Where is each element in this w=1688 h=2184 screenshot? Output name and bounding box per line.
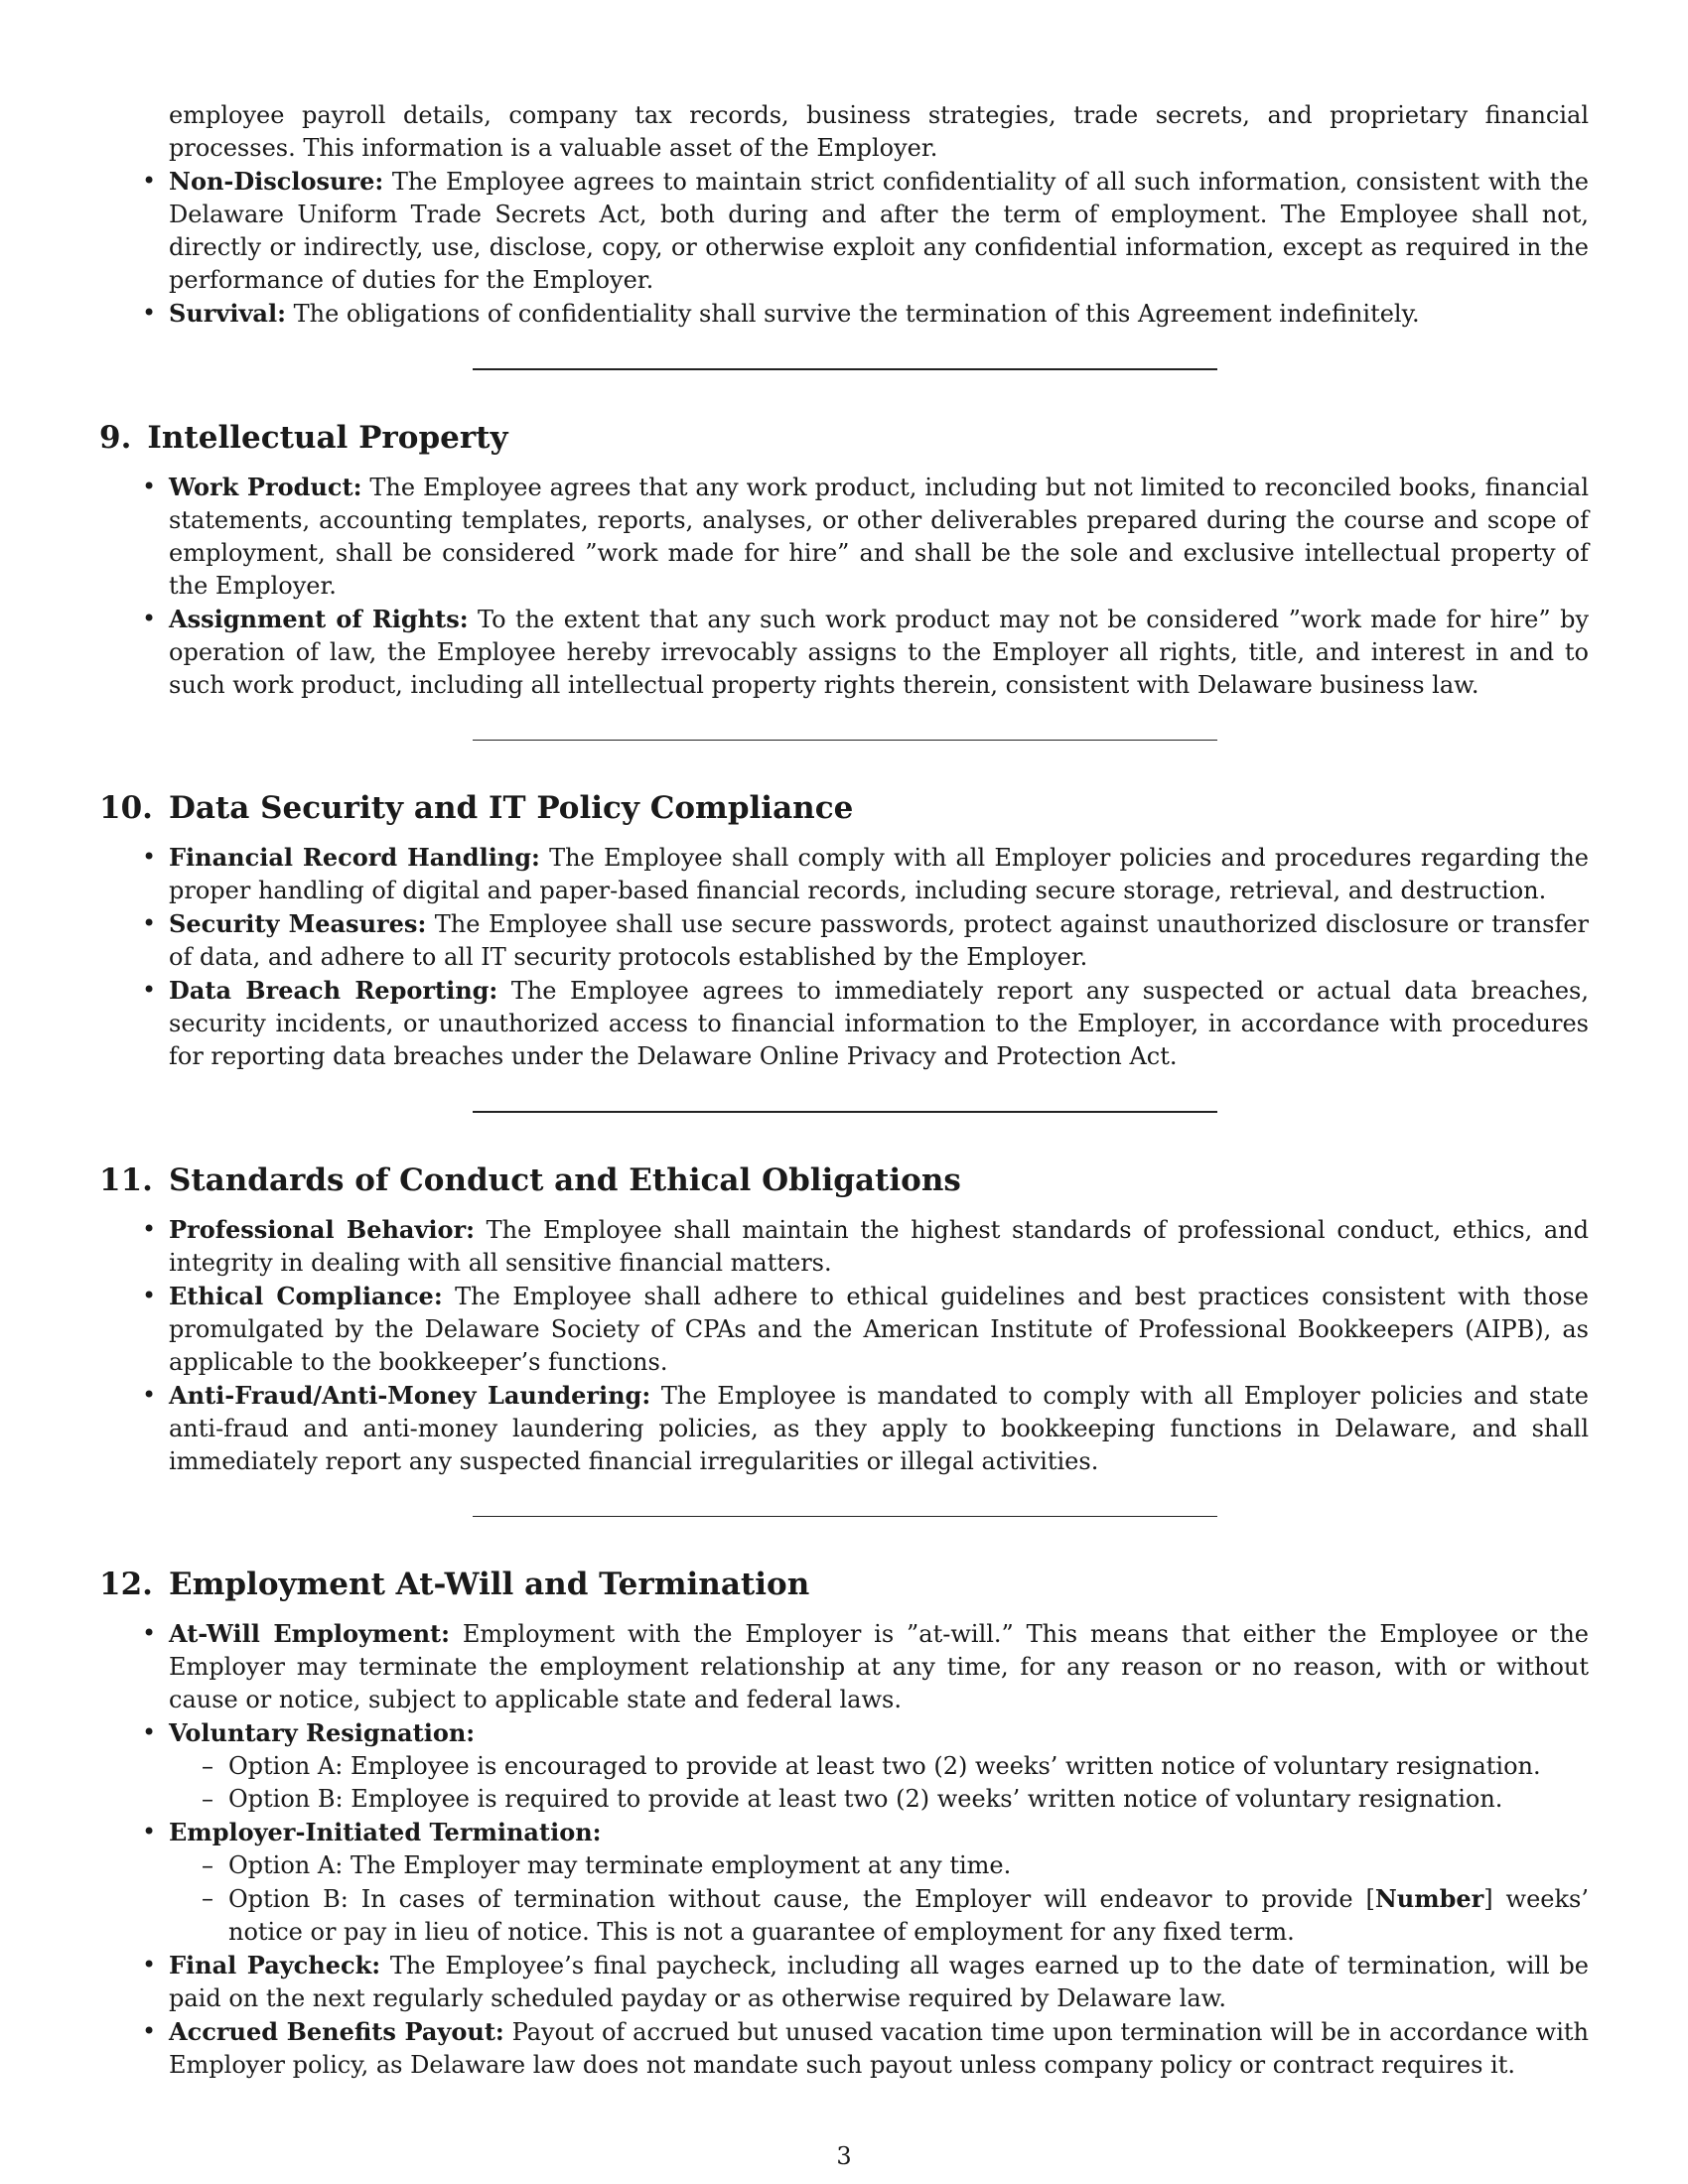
option-list [169, 1849, 1589, 1949]
document-page [99, 99, 1589, 2082]
section-list [99, 471, 1589, 702]
list-item: • Assignment of Rights: To the extent that any such work product may not be considered ”work made for hire” by operation of law, the Employee hereby irrevocably assigns to the Employer all rights, title, and interest in and to such work product, including all intellectual property rights therein, consistent with Delaware business law. [169, 603, 1589, 702]
section-heading: 9. Intellectual Property [99, 420, 508, 456]
section-list [99, 1213, 1589, 1478]
section-divider [473, 1516, 1217, 1517]
item-label: Survival: [169, 299, 286, 328]
section-heading: 11. Standards of Conduct and Ethical Obligations [99, 1162, 961, 1198]
continuation-text: employee payroll details, company tax records, business strategies, trade secrets, and proprietary financial processes. This information is a valuable asset of the Employer. [169, 101, 1589, 162]
list-item: • Professional Behavior: The Employee shall maintain the highest standards of professional conduct, ethics, and integrity in dealing with all sensitive financial matters. [169, 1213, 1589, 1280]
list-item: • Financial Record Handling: The Employee shall comply with all Employer policies and procedures regarding the proper handling of digital and paper-based financial records, including secure storage, retrieval, and destruction. [169, 841, 1589, 907]
list-item: • Anti-Fraud/Anti-Money Laundering: The Employee is mandated to comply with all Employer policies and state anti-fraud and anti-money laundering policies, as they apply to bookkeeping functions in Delaware, and shall immediately report any suspected financial irregularities or illegal activities. [169, 1379, 1589, 1478]
list-item [169, 297, 1589, 331]
list-item [169, 165, 1589, 297]
section-divider [473, 740, 1217, 741]
option-item: – Option A: The Employer may terminate employment at any time. [228, 1849, 1589, 1882]
list-item: • Final Paycheck: The Employee’s final paycheck, including all wages earned up to the date of termination, will be paid on the next regularly scheduled payday or as otherwise required by Delaware law. [169, 1949, 1589, 2015]
item-label: Non-Disclosure: [169, 167, 384, 196]
item-text: The Employee agrees to maintain strict confidentiality of all such information, consistent with the Delaware Uniform Trade Secrets Act, both during and after the term of employment. The Employee shall not, directly or indirectly, use, disclose, copy, or otherwise exploit any confidential information, except as required in the performance of duties for the Employer. [169, 168, 1589, 294]
option-item: – Option B: In cases of termination without cause, the Employer will endeavor to provide [Number] weeks’ notice or pay in lieu of notice. This is not a guarantee of employment for any fixed term. [228, 1882, 1589, 1949]
option-item: – Option B: Employee is required to provide at least two (2) weeks’ written notice of voluntary resignation. [228, 1783, 1589, 1816]
list-item: • At-Will Employment: Employment with the Employer is ”at-will.” This means that either the Employee or the Employer may terminate the employment relationship at any time, for any reason or no reason, with or without cause or notice, subject to applicable state and federal laws. [169, 1617, 1589, 1716]
list-item: • Ethical Compliance: The Employee shall adhere to ethical guidelines and best practices consistent with those promulgated by the Delaware Society of CPAs and the American Institute of Professional Bookkeepers (AIPB), as applicable to the bookkeeper’s functions. [169, 1280, 1589, 1379]
list-item: • Security Measures: The Employee shall use secure passwords, protect against unauthorized disclosure or transfer of data, and adhere to all IT security protocols established by the Employer. [169, 907, 1589, 974]
list-item: • Data Breach Reporting: The Employee agrees to immediately report any suspected or actual data breaches, security incidents, or unauthorized access to financial information to the Employer, in accordance with procedures for reporting data breaches under the Delaware Online Privacy and Protection Act. [169, 974, 1589, 1073]
item-text: The obligations of confidentiality shall survive the termination of this Agreement indefinitely. [285, 300, 1420, 328]
list-item: • Accrued Benefits Payout: Payout of accrued but unused vacation time upon termination will be in accordance with Employer policy, as Delaware law does not mandate such payout unless company policy or contract requires it. [169, 2015, 1589, 2082]
placeholder-number: Number [1374, 1884, 1484, 1913]
section-list [99, 841, 1589, 1073]
section-list [99, 1617, 1589, 2082]
list-item: • Employer-Initiated Termination: – Option A: The Employer may terminate employment at any time. – Option B: In cases of termination without cause, the Employer will endeavor to provide [Number] weeks’ notice or pay in lieu of notice. This is not a guarantee of employment for any fixed term. [169, 1816, 1589, 1949]
list-item: • Work Product: The Employee agrees that any work product, including but not limited to reconciled books, financial statements, accounting templates, reports, analyses, or other deliverables prepared during the course and scope of employment, shall be considered ”work made for hire” and shall be the sole and exclusive intellectual property of the Employer. [169, 471, 1589, 603]
list-item: • Voluntary Resignation: – Option A: Employee is encouraged to provide at least two (2) weeks’ written notice of voluntary resignation. – Option B: Employee is required to provide at least two (2) weeks’ written notice of voluntary resignation. [169, 1716, 1589, 1816]
section-divider [473, 1111, 1217, 1113]
section-heading: 12. Employment At-Will and Termination [99, 1567, 810, 1602]
page-number: 3 [836, 2142, 852, 2170]
option-list [169, 1750, 1589, 1816]
confidentiality-list [99, 99, 1589, 331]
section-divider [473, 368, 1217, 370]
section-heading: 10. Data Security and IT Policy Compliance [99, 790, 854, 826]
option-item: – Option A: Employee is encouraged to provide at least two (2) weeks’ written notice of voluntary resignation. [228, 1750, 1589, 1783]
